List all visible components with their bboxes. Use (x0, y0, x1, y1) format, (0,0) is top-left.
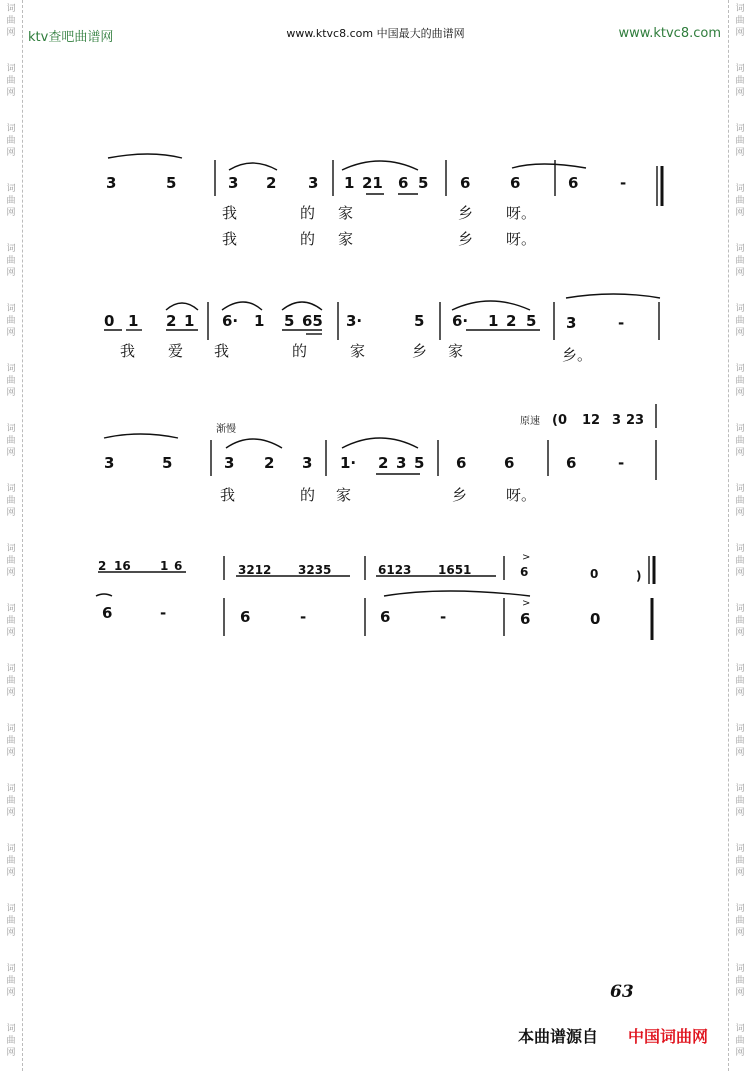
watermark-char: 曲 (735, 736, 745, 746)
watermark-char: 网 (735, 268, 745, 278)
lyric: 我 (222, 230, 238, 248)
note: 16 (114, 559, 131, 573)
watermark-char: 网 (735, 28, 745, 38)
note: - (620, 174, 627, 192)
watermark-char: 曲 (735, 1036, 745, 1046)
note: 2 (166, 312, 177, 330)
watermark-char: 曲 (6, 916, 16, 926)
note: 5 (414, 312, 425, 330)
lyric: 我 (120, 342, 136, 360)
watermark-char: 网 (735, 148, 745, 158)
watermark-char: 词 (735, 244, 745, 254)
note: 0 (590, 567, 599, 581)
watermark-char: 网 (6, 388, 16, 398)
watermark-char: 词 (735, 904, 745, 914)
watermark-char: 词 (6, 244, 16, 254)
note: 6 (460, 174, 471, 192)
watermark-char: 曲 (735, 136, 745, 146)
note: - (440, 608, 447, 626)
watermark-char: 词 (735, 484, 745, 494)
watermark-char: 曲 (6, 76, 16, 86)
lyric: 的 (300, 486, 316, 504)
watermark-char: 词 (735, 844, 745, 854)
watermark-char: 词 (735, 544, 745, 554)
note: 6 (510, 174, 521, 192)
watermark-char: 网 (6, 208, 16, 218)
note: 6 (174, 559, 183, 573)
watermark-char: 曲 (6, 976, 16, 986)
note: 1651 (438, 563, 472, 577)
watermark-char: 词 (6, 484, 16, 494)
watermark-char: 词 (735, 124, 745, 134)
watermark-char: 曲 (735, 616, 745, 626)
lyric: 家 (338, 204, 354, 222)
watermark-char: 网 (6, 988, 16, 998)
header-site-tagline: www.ktvc8.com 中国最大的曲谱网 (286, 27, 465, 40)
watermark-char: 网 (735, 688, 745, 698)
watermark-char: 曲 (6, 376, 16, 386)
watermark-char: 词 (6, 964, 16, 974)
note: 65 (302, 312, 323, 330)
watermark-char: 网 (735, 988, 745, 998)
note: 2 (98, 559, 107, 573)
note: 3 (106, 174, 117, 192)
lyric: 呀。 (506, 230, 537, 248)
header-site-url[interactable]: www.ktvc8.com (618, 26, 721, 41)
note: 6 (240, 608, 251, 626)
note: 3 (224, 454, 235, 472)
note: 1 (128, 312, 139, 330)
tempo-mark: 原速 (520, 416, 540, 427)
watermark-char: 网 (735, 748, 745, 758)
watermark-char: 曲 (735, 316, 745, 326)
watermark-char: 网 (6, 1048, 16, 1058)
watermark-char: 网 (735, 1048, 745, 1058)
watermark-char: 网 (6, 28, 16, 38)
note: 2 (264, 454, 275, 472)
lyric: 的 (300, 230, 316, 248)
note: 6 (568, 174, 579, 192)
watermark-char: 曲 (6, 736, 16, 746)
watermark-char: 网 (6, 928, 16, 938)
note: 6 (520, 565, 529, 579)
lyric: 乡。 (562, 346, 593, 364)
watermark-char: 曲 (6, 616, 16, 626)
note: ) (636, 569, 642, 583)
note: 2 (378, 454, 389, 472)
note: 5 (166, 174, 177, 192)
lyric: 家 (350, 342, 366, 360)
note: (0 (552, 413, 567, 428)
watermark-char: 网 (6, 448, 16, 458)
lyric: 乡 (412, 342, 428, 360)
note: 3 (612, 413, 622, 428)
note: 1 (184, 312, 195, 330)
lyric: 乡 (452, 486, 468, 504)
watermark-char: 曲 (735, 76, 745, 86)
watermark-char: 词 (6, 424, 16, 434)
watermark-char: 词 (735, 64, 745, 74)
watermark-char: 曲 (735, 16, 745, 26)
watermark-char: 网 (6, 148, 16, 158)
note: 0 (590, 610, 601, 628)
lyric: 乡 (458, 204, 474, 222)
lyric: 爱 (168, 342, 184, 360)
watermark-char: 曲 (735, 436, 745, 446)
watermark-char: 曲 (735, 556, 745, 566)
watermark-char: 曲 (6, 256, 16, 266)
note: - (618, 314, 625, 332)
lyric: 家 (336, 486, 352, 504)
tempo-mark: 渐慢 (216, 424, 236, 435)
accent-mark: > (522, 552, 531, 563)
watermark-char: 词 (6, 304, 16, 314)
note: 1 (344, 174, 355, 192)
watermark-char: 词 (735, 664, 745, 674)
note: 3 (104, 454, 115, 472)
note: 6· (452, 312, 469, 330)
note: 6· (222, 312, 239, 330)
lyric: 我 (220, 486, 236, 504)
watermark-char: 曲 (6, 16, 16, 26)
note: - (300, 608, 307, 626)
watermark-char: 曲 (735, 916, 745, 926)
note: 0 (104, 312, 115, 330)
watermark-char: 曲 (735, 676, 745, 686)
note: 6 (102, 604, 113, 622)
watermark-char: 曲 (735, 796, 745, 806)
watermark-char: 词 (6, 904, 16, 914)
note: 5 (414, 454, 425, 472)
watermark-char: 曲 (6, 496, 16, 506)
watermark-char: 网 (735, 928, 745, 938)
note: 1· (340, 454, 357, 472)
watermark-char: 词 (735, 424, 745, 434)
watermark-char: 词 (6, 544, 16, 554)
watermark-char: 词 (735, 304, 745, 314)
footer-source-name[interactable]: 中国词曲网 (628, 1027, 709, 1046)
watermark-char: 词 (735, 784, 745, 794)
watermark-char: 网 (735, 388, 745, 398)
lyric: 家 (448, 342, 464, 360)
note: 1 (160, 559, 169, 573)
watermark-char: 网 (6, 88, 16, 98)
watermark-char: 词 (735, 364, 745, 374)
lyric: 呀。 (506, 486, 537, 504)
note: 6123 (378, 563, 412, 577)
watermark-char: 曲 (735, 256, 745, 266)
lyric: 我 (222, 204, 238, 222)
note: 3 (228, 174, 239, 192)
note: - (618, 454, 625, 472)
watermark-char: 网 (735, 88, 745, 98)
watermark-char: 词 (6, 184, 16, 194)
note: 5 (162, 454, 173, 472)
lyric: 的 (292, 342, 308, 360)
watermark-char: 曲 (6, 676, 16, 686)
note: 2 (266, 174, 277, 192)
watermark-char: 网 (6, 628, 16, 638)
watermark-char: 词 (6, 844, 16, 854)
note: 6 (566, 454, 577, 472)
watermark-char: 词 (6, 364, 16, 374)
note: 6 (456, 454, 467, 472)
watermark-char: 词 (735, 184, 745, 194)
watermark-char: 词 (6, 784, 16, 794)
note: 6 (380, 608, 391, 626)
note: 21 (362, 174, 383, 192)
watermark-char: 曲 (6, 196, 16, 206)
watermark-char: 曲 (735, 976, 745, 986)
watermark-char: 网 (6, 808, 16, 818)
note: 6 (520, 610, 531, 628)
lyric: 呀。 (506, 204, 537, 222)
watermark-char: 曲 (735, 856, 745, 866)
watermark-char: 网 (735, 448, 745, 458)
note: 5 (526, 312, 537, 330)
note: 3 (302, 454, 313, 472)
watermark-char: 词 (6, 124, 16, 134)
watermark-char: 词 (6, 724, 16, 734)
note: 1 (254, 312, 265, 330)
watermark-char: 曲 (6, 136, 16, 146)
footer-source-label: 本曲谱源自 (518, 1027, 599, 1046)
watermark-char: 网 (735, 628, 745, 638)
watermark-char: 曲 (6, 796, 16, 806)
header-site-name[interactable]: ktv查吧曲谱网 (28, 30, 114, 45)
watermark-char: 曲 (6, 316, 16, 326)
watermark-char: 曲 (735, 496, 745, 506)
note: 3 (566, 314, 577, 332)
note: 3 (308, 174, 319, 192)
note: 2 (506, 312, 517, 330)
lyric: 我 (214, 342, 230, 360)
watermark-char: 网 (6, 328, 16, 338)
watermark-char: 曲 (735, 196, 745, 206)
watermark-char: 网 (6, 568, 16, 578)
watermark-char: 词 (735, 1024, 745, 1034)
note: - (160, 604, 167, 622)
note: 6 (504, 454, 515, 472)
watermark-char: 网 (735, 568, 745, 578)
watermark-char: 词 (6, 1024, 16, 1034)
note: 12 (582, 413, 601, 428)
watermark-char: 曲 (6, 1036, 16, 1046)
note: 6 (398, 174, 409, 192)
note: 3 (396, 454, 407, 472)
watermark-char: 网 (6, 508, 16, 518)
watermark-char: 词 (6, 64, 16, 74)
note: 3· (346, 312, 363, 330)
note: 3212 (238, 563, 272, 577)
watermark-char: 网 (735, 508, 745, 518)
lyric: 家 (338, 230, 354, 248)
watermark-char: 网 (6, 268, 16, 278)
note: 5 (284, 312, 295, 330)
watermark-char: 网 (6, 688, 16, 698)
watermark-char: 网 (6, 868, 16, 878)
watermark-char: 网 (735, 328, 745, 338)
note: 3235 (298, 563, 332, 577)
watermark-char: 网 (735, 208, 745, 218)
page-number: 63 (610, 982, 634, 1002)
note: 23 (626, 413, 645, 428)
watermark-char: 网 (735, 808, 745, 818)
watermark-char: 曲 (6, 556, 16, 566)
watermark-char: 词 (6, 664, 16, 674)
watermark-char: 词 (6, 4, 16, 14)
watermark-char: 词 (6, 604, 16, 614)
lyric: 乡 (458, 230, 474, 248)
watermark-char: 词 (735, 724, 745, 734)
watermark-char: 曲 (6, 436, 16, 446)
note: 1 (488, 312, 499, 330)
watermark-char: 曲 (6, 856, 16, 866)
watermark-char: 词 (735, 604, 745, 614)
lyric: 的 (300, 204, 316, 222)
note: 5 (418, 174, 429, 192)
watermark-char: 网 (735, 868, 745, 878)
watermark-char: 网 (6, 748, 16, 758)
watermark-char: 词 (735, 4, 745, 14)
accent-mark: > (522, 598, 531, 609)
watermark-char: 曲 (735, 376, 745, 386)
watermark-char: 词 (735, 964, 745, 974)
